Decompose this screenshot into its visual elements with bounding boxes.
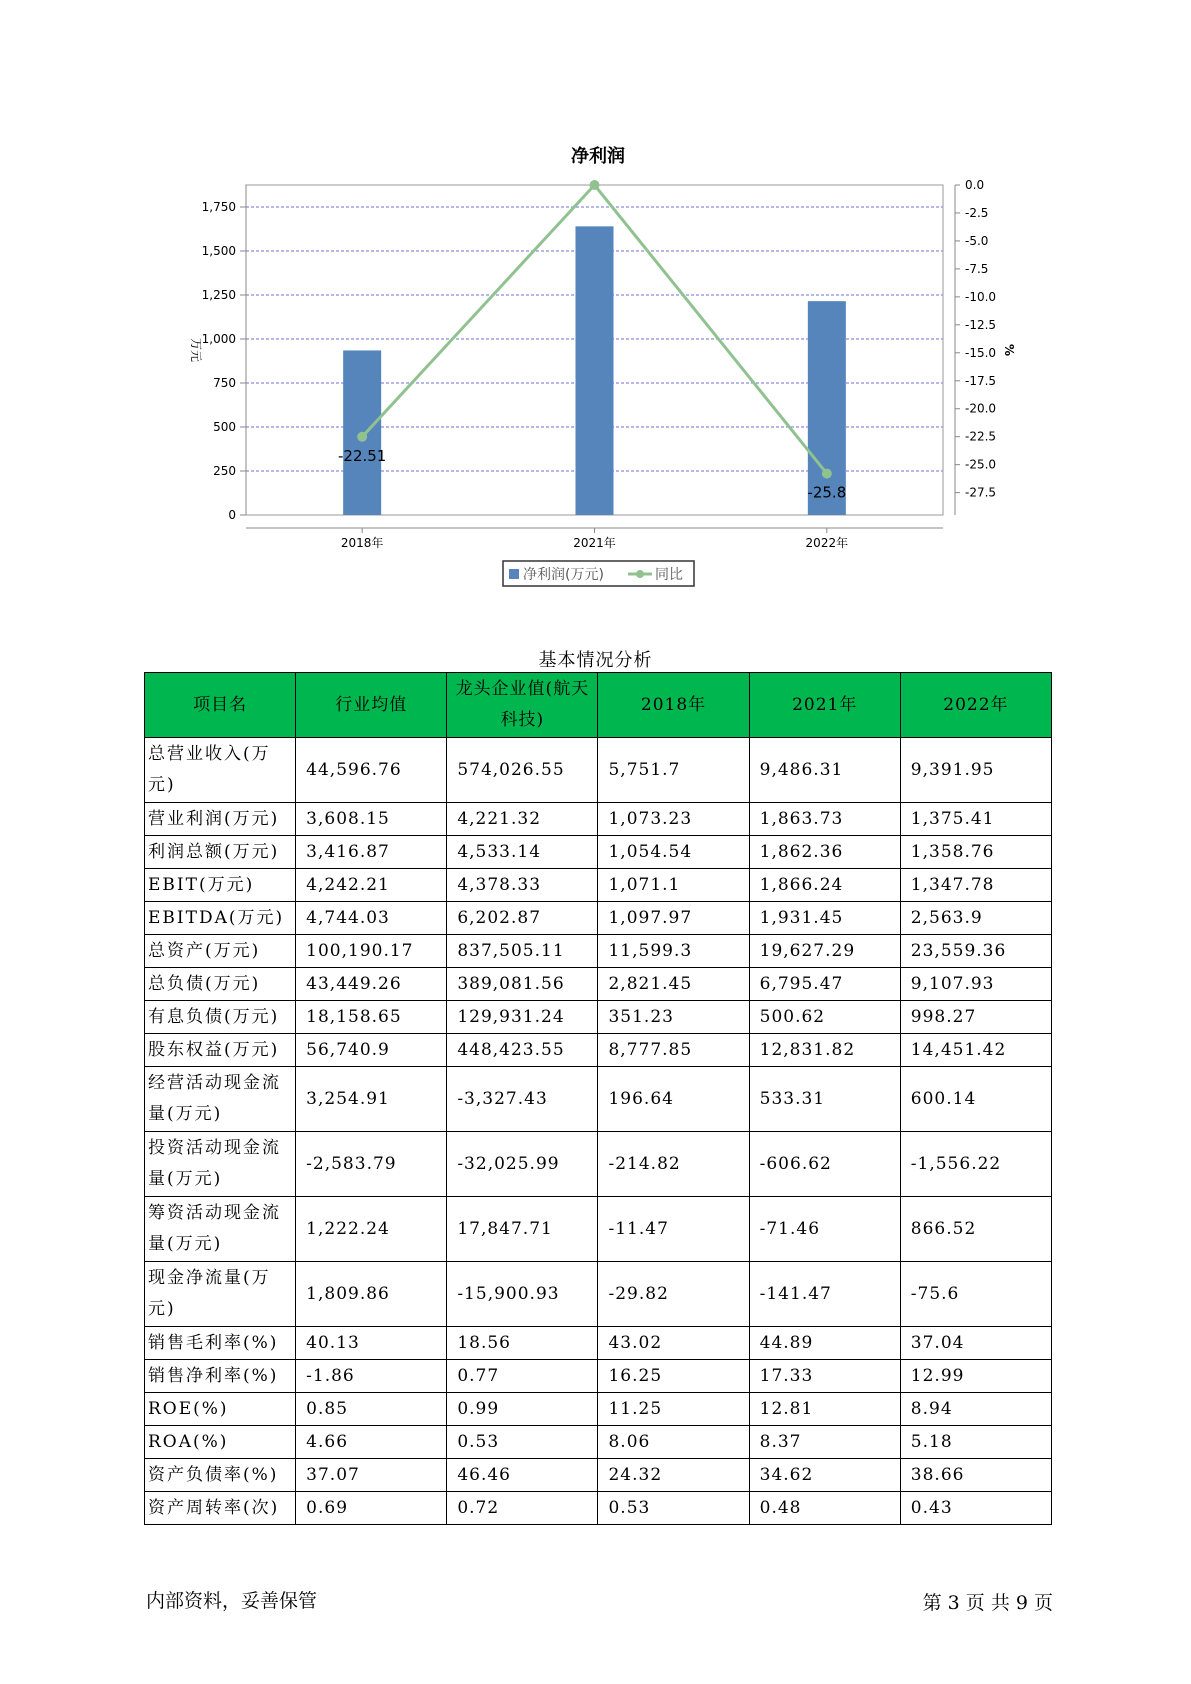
row-label-cell: 筹资活动现金流量(万元): [145, 1197, 296, 1262]
row-label-cell: 投资活动现金流量(万元): [145, 1132, 296, 1197]
row-label-cell: 资产周转率(次): [145, 1492, 296, 1525]
row-label-cell: EBIT(万元): [145, 869, 296, 902]
value-cell: 5.18: [900, 1426, 1051, 1459]
value-cell: -75.6: [900, 1262, 1051, 1327]
header-cell-4: 2021年: [749, 673, 900, 738]
value-cell: 8,777.85: [598, 1034, 749, 1067]
value-cell: 18.56: [447, 1327, 598, 1360]
x-axis: [246, 528, 943, 550]
left-axis: [202, 185, 246, 522]
value-cell: 8.06: [598, 1426, 749, 1459]
yoy-point-2022年: [822, 469, 832, 479]
value-cell: 38.66: [900, 1459, 1051, 1492]
footer-page-number: 第 3 页 共 9 页: [922, 1592, 1053, 1614]
chart-legend: [503, 561, 694, 586]
value-cell: 43,449.26: [296, 968, 447, 1001]
x-tick-label: 2021年: [573, 536, 616, 550]
value-cell: -1.86: [296, 1360, 447, 1393]
table-row: [145, 1197, 1052, 1262]
value-cell: 351.23: [598, 1001, 749, 1034]
table-row: [145, 869, 1052, 902]
value-cell: 3,254.91: [296, 1067, 447, 1132]
value-cell: 11.25: [598, 1393, 749, 1426]
value-cell: 1,358.76: [900, 836, 1051, 869]
right-tick-label: -27.5: [965, 485, 997, 500]
row-label-cell: 股东权益(万元): [145, 1034, 296, 1067]
value-cell: 16.25: [598, 1360, 749, 1393]
value-cell: 4.66: [296, 1426, 447, 1459]
value-cell: 8.37: [749, 1426, 900, 1459]
value-cell: 129,931.24: [447, 1001, 598, 1034]
left-tick-label: 0: [228, 508, 236, 522]
table-row: [145, 1132, 1052, 1197]
value-cell: 1,863.73: [749, 803, 900, 836]
row-label-cell: 有息负债(万元): [145, 1001, 296, 1034]
value-cell: 1,347.78: [900, 869, 1051, 902]
value-cell: 1,071.1: [598, 869, 749, 902]
value-cell: 389,081.56: [447, 968, 598, 1001]
yoy-point-2021年: [590, 180, 600, 190]
row-label-cell: EBITDA(万元): [145, 902, 296, 935]
footer-confidential: 内部资料，妥善保管: [146, 1590, 318, 1612]
value-cell: 0.69: [296, 1492, 447, 1525]
right-tick-label: 0.0: [965, 178, 985, 192]
table-title: 基本情况分析: [538, 650, 653, 671]
row-label-cell: 总资产(万元): [145, 935, 296, 968]
value-cell: 23,559.36: [900, 935, 1051, 968]
value-cell: 0.72: [447, 1492, 598, 1525]
row-label-cell: 资产负债率(%): [145, 1459, 296, 1492]
left-tick-label: 250: [213, 464, 236, 478]
table-row: [145, 935, 1052, 968]
value-cell: 500.62: [749, 1001, 900, 1034]
value-cell: 24.32: [598, 1459, 749, 1492]
table-row: [145, 1459, 1052, 1492]
row-label-cell: 总负债(万元): [145, 968, 296, 1001]
right-tick-label: -17.5: [965, 373, 997, 388]
value-cell: 5,751.7: [598, 738, 749, 803]
yoy-data-label: -25.8: [807, 483, 847, 502]
value-cell: -71.46: [749, 1197, 900, 1262]
legend-line-label: 同比: [655, 567, 683, 583]
value-cell: 9,391.95: [900, 738, 1051, 803]
value-cell: 6,795.47: [749, 968, 900, 1001]
value-cell: 11,599.3: [598, 935, 749, 968]
right-tick-label: -22.5: [965, 429, 997, 444]
value-cell: -214.82: [598, 1132, 749, 1197]
value-cell: 0.43: [900, 1492, 1051, 1525]
yoy-data-label: -22.51: [337, 446, 387, 465]
value-cell: -2,583.79: [296, 1132, 447, 1197]
value-cell: 100,190.17: [296, 935, 447, 968]
value-cell: 866.52: [900, 1197, 1051, 1262]
row-label-cell: ROA(%): [145, 1426, 296, 1459]
value-cell: 4,378.33: [447, 869, 598, 902]
row-label-cell: 利润总额(万元): [145, 836, 296, 869]
table-row: [145, 1426, 1052, 1459]
chart-title: 净利润: [571, 146, 625, 167]
value-cell: 37.04: [900, 1327, 1051, 1360]
value-cell: 1,866.24: [749, 869, 900, 902]
value-cell: 34.62: [749, 1459, 900, 1492]
value-cell: 600.14: [900, 1067, 1051, 1132]
value-cell: 533.31: [749, 1067, 900, 1132]
header-cell-1: 行业均值: [296, 673, 447, 738]
header-cell-2: 龙头企业值(航天科技): [447, 673, 598, 738]
x-tick-label: 2022年: [805, 536, 849, 550]
row-label-cell: 现金净流量(万元): [145, 1262, 296, 1327]
left-tick-label: 1,250: [201, 288, 236, 302]
value-cell: 44,596.76: [296, 738, 447, 803]
basic-analysis-table: [144, 672, 1052, 1525]
table-row: [145, 1393, 1052, 1426]
bar-2021年: [576, 226, 614, 515]
value-cell: -15,900.93: [447, 1262, 598, 1327]
table-row: [145, 836, 1052, 869]
value-cell: 0.77: [447, 1360, 598, 1393]
value-cell: 1,809.86: [296, 1262, 447, 1327]
value-cell: -141.47: [749, 1262, 900, 1327]
value-cell: 837,505.11: [447, 935, 598, 968]
row-label-cell: 总营业收入(万元): [145, 738, 296, 803]
value-cell: 4,242.21: [296, 869, 447, 902]
value-cell: 4,533.14: [447, 836, 598, 869]
left-tick-label: 1,500: [201, 244, 236, 258]
right-tick-label: -12.5: [965, 317, 997, 332]
value-cell: 46.46: [447, 1459, 598, 1492]
table-body: [145, 738, 1052, 1525]
right-tick-label: -15.0: [965, 345, 997, 360]
value-cell: 998.27: [900, 1001, 1051, 1034]
value-cell: -606.62: [749, 1132, 900, 1197]
value-cell: 0.99: [447, 1393, 598, 1426]
net-profit-chart: [0, 0, 1191, 600]
value-cell: 1,054.54: [598, 836, 749, 869]
table-row: [145, 1492, 1052, 1525]
value-cell: 3,416.87: [296, 836, 447, 869]
table-row: [145, 1360, 1052, 1393]
row-label-cell: 营业利润(万元): [145, 803, 296, 836]
value-cell: 1,862.36: [749, 836, 900, 869]
right-tick-label: -10.0: [965, 289, 997, 304]
value-cell: 0.85: [296, 1393, 447, 1426]
value-cell: 2,563.9: [900, 902, 1051, 935]
row-label-cell: ROE(%): [145, 1393, 296, 1426]
header-cell-5: 2022年: [900, 673, 1051, 738]
table-row: [145, 803, 1052, 836]
value-cell: -29.82: [598, 1262, 749, 1327]
legend-bar-swatch: [509, 569, 519, 579]
value-cell: 3,608.15: [296, 803, 447, 836]
value-cell: 1,073.23: [598, 803, 749, 836]
value-cell: 12.99: [900, 1360, 1051, 1393]
value-cell: 12.81: [749, 1393, 900, 1426]
right-tick-label: -5.0: [965, 233, 989, 248]
bar-series: [343, 226, 846, 515]
table-row: [145, 968, 1052, 1001]
value-cell: 19,627.29: [749, 935, 900, 968]
value-cell: 196.64: [598, 1067, 749, 1132]
table-row: [145, 1001, 1052, 1034]
legend-bar-label: 净利润(万元): [523, 567, 604, 583]
left-tick-label: 750: [213, 376, 236, 390]
value-cell: 40.13: [296, 1327, 447, 1360]
left-tick-label: 1,000: [201, 332, 236, 346]
legend-line-marker: [636, 570, 644, 578]
value-cell: 0.53: [598, 1492, 749, 1525]
value-cell: -3,327.43: [447, 1067, 598, 1132]
y-axis-label: 万元: [189, 337, 203, 363]
value-cell: -32,025.99: [447, 1132, 598, 1197]
header-cell-0: 项目名: [145, 673, 296, 738]
value-cell: 4,221.32: [447, 803, 598, 836]
value-cell: 1,931.45: [749, 902, 900, 935]
value-cell: 1,097.97: [598, 902, 749, 935]
value-cell: 12,831.82: [749, 1034, 900, 1067]
x-tick-label: 2018年: [340, 536, 384, 550]
value-cell: -11.47: [598, 1197, 749, 1262]
value-cell: 9,107.93: [900, 968, 1051, 1001]
row-label-cell: 销售净利率(%): [145, 1360, 296, 1393]
value-cell: 448,423.55: [447, 1034, 598, 1067]
value-cell: 44.89: [749, 1327, 900, 1360]
right-axis: [955, 178, 996, 515]
y2-axis-label: %: [1002, 343, 1016, 357]
value-cell: 17.33: [749, 1360, 900, 1393]
value-cell: 56,740.9: [296, 1034, 447, 1067]
value-cell: 14,451.42: [900, 1034, 1051, 1067]
table-row: [145, 1262, 1052, 1327]
value-cell: -1,556.22: [900, 1132, 1051, 1197]
value-cell: 574,026.55: [447, 738, 598, 803]
left-tick-label: 1,750: [201, 200, 236, 214]
value-cell: 43.02: [598, 1327, 749, 1360]
value-cell: 2,821.45: [598, 968, 749, 1001]
row-label-cell: 经营活动现金流量(万元): [145, 1067, 296, 1132]
right-tick-label: -20.0: [965, 401, 997, 416]
table-row: [145, 738, 1052, 803]
table-row: [145, 902, 1052, 935]
value-cell: 6,202.87: [447, 902, 598, 935]
table-row: [145, 1034, 1052, 1067]
right-tick-label: -2.5: [965, 205, 989, 220]
left-tick-label: 500: [213, 420, 236, 434]
value-cell: 8.94: [900, 1393, 1051, 1426]
yoy-point-2018年: [357, 432, 367, 442]
value-cell: 0.53: [447, 1426, 598, 1459]
table-header-row: [145, 673, 1052, 738]
table-row: [145, 1067, 1052, 1132]
value-cell: 9,486.31: [749, 738, 900, 803]
value-cell: 1,375.41: [900, 803, 1051, 836]
value-cell: 4,744.03: [296, 902, 447, 935]
value-cell: 1,222.24: [296, 1197, 447, 1262]
row-label-cell: 销售毛利率(%): [145, 1327, 296, 1360]
right-tick-label: -7.5: [965, 261, 989, 276]
header-cell-3: 2018年: [598, 673, 749, 738]
value-cell: 37.07: [296, 1459, 447, 1492]
table-row: [145, 1327, 1052, 1360]
value-cell: 17,847.71: [447, 1197, 598, 1262]
value-cell: 0.48: [749, 1492, 900, 1525]
value-cell: 18,158.65: [296, 1001, 447, 1034]
right-tick-label: -25.0: [965, 457, 997, 472]
